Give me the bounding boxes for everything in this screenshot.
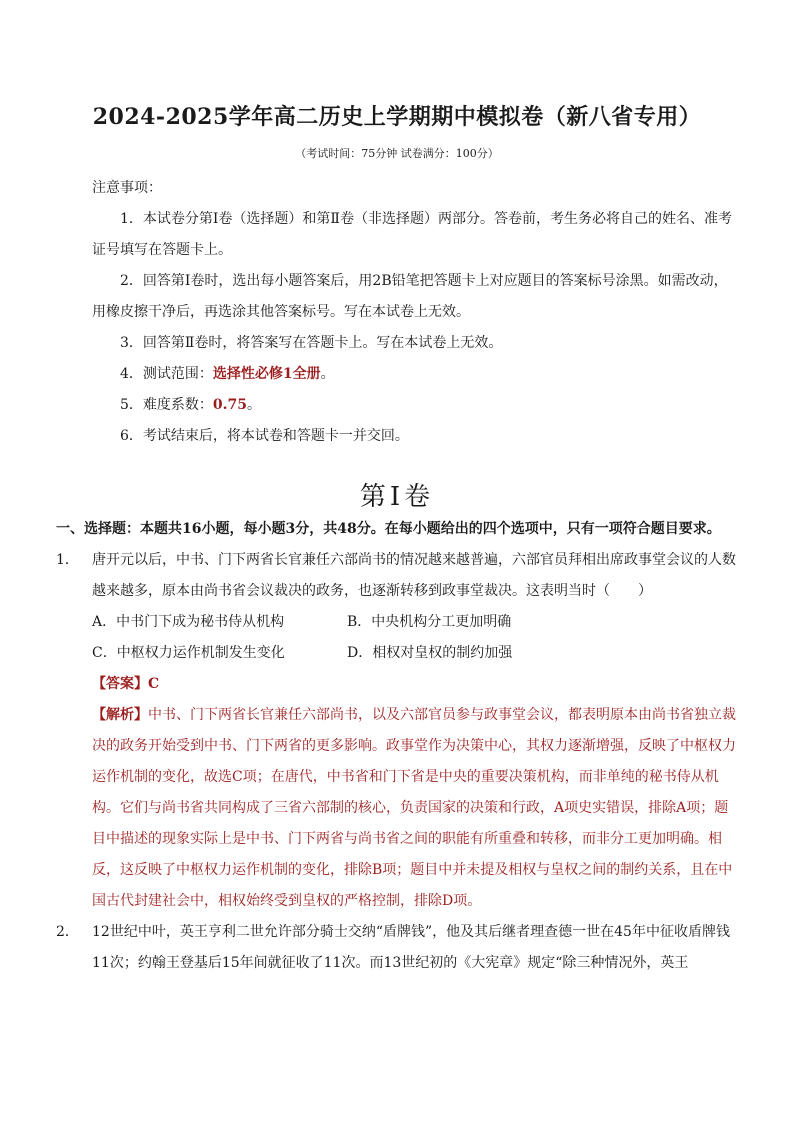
analysis-text (56, 700, 736, 917)
notes-item-5 (92, 390, 732, 421)
section-one (56, 514, 736, 979)
notes-item-4-prefix: 4．测试范围： (120, 366, 213, 382)
analysis-body: 中书、门下两省长官兼任六部尚书，以及六部官员参与政事堂会议，都表明原本由尚书省独立裁决的政务开始受到中书、门下两省的更多影响。政事堂作为决策中心，其权力逐渐增强，反映了中枢权力运作机制的变化，故选C项；在唐代，中书省和门下省是中央的重要决策机构，而非单纯的秘书侍从机构。它们与尚书省共同构成了三省六部制的核心，负责国家的决策和行政，A项史实错误，排除A项；题目中描述的现象实际上是中书、门下两省与尚书省之间的职能有所重叠和转移，而非分工更加明确。相反，这反映了中枢权力运作机制的变化，排除B项；题目中并未提及相权与皇权之间的制约关系，且在中国古代封建社会中，相权始终受到皇权的严格控制，排除D项。 (92, 707, 736, 909)
question-stem: 12世纪中叶，英王亨利二世允许部分骑士交纳“盾牌钱”，他及其后继者理查德一世在45年中征收盾牌钱11次；约翰王登基后15年间就征收了11次。而13世纪初的《大宪章》规定“除三种情况外，英王 (92, 924, 730, 971)
notes-item-4-suffix: 。 (320, 366, 335, 382)
notes-item-5-suffix: 。 (247, 397, 262, 413)
answer-line (56, 669, 736, 700)
notes-item-3: 3．回答第Ⅱ卷时，将答案写在答题卡上。写在本试卷上无效。 (120, 335, 503, 351)
answer-label: 【答案】 (92, 676, 148, 692)
analysis-label: 【解析】 (92, 707, 148, 723)
notes-item-1: 1．本试卷分第Ⅰ卷（选择题）和第Ⅱ卷（非选择题）两部分。答卷前，考生务必将自己的姓名、准考证号填写在答题卡上。 (92, 211, 732, 258)
options-grid (92, 607, 736, 669)
notes-block (92, 173, 732, 452)
test-scope-value: 选择性必修1全册 (212, 366, 321, 382)
notes-item-6: 6．考试结束后，将本试卷和答题卡一并交回。 (120, 428, 409, 444)
notes-heading: 注意事项： (92, 180, 162, 196)
question-2 (56, 917, 736, 979)
exam-subtitle: （考试时间：75分钟 试卷满分：100分） (295, 147, 499, 160)
exam-title: 2024-2025学年高二历史上学期期中模拟卷（新八省专用） (92, 104, 702, 130)
question-number: 1． (56, 552, 79, 568)
option-d: D．相权对皇权的制约加强 (347, 645, 513, 661)
question-number: 2． (56, 924, 79, 940)
volume-title: 第Ⅰ卷 (359, 482, 435, 512)
option-c: C．中枢权力运作机制发生变化 (92, 645, 285, 661)
answer-value: C (148, 676, 160, 692)
notes-item-2: 2．回答第Ⅰ卷时，选出每小题答案后，用2B铅笔把答题卡上对应题目的答案标号涂黑。如需改动，用橡皮擦干净后，再选涂其他答案标号。写在本试卷上无效。 (92, 273, 728, 320)
section-instruction: 一、选择题：本题共16小题，每小题3分，共48分。在每小题给出的四个选项中，只有一项符合题目要求。 (56, 521, 721, 537)
notes-item-5-prefix: 5．难度系数： (120, 397, 213, 413)
difficulty-value: 0.75 (212, 397, 248, 413)
question-stem: 唐开元以后，中书、门下两省长官兼任六部尚书的情况越来越普遍，六部官员拜相出席政事堂会议的人数越来越多，原本由尚书省会议裁决的政务，也逐渐转移到政事堂裁决。这表明当时（ ） (92, 552, 736, 599)
option-a: A．中书门下成为秘书侍从机构 (92, 614, 285, 630)
notes-item-4 (92, 359, 732, 390)
option-b: B．中央机构分工更加明确 (347, 614, 512, 630)
question-1 (56, 545, 736, 917)
